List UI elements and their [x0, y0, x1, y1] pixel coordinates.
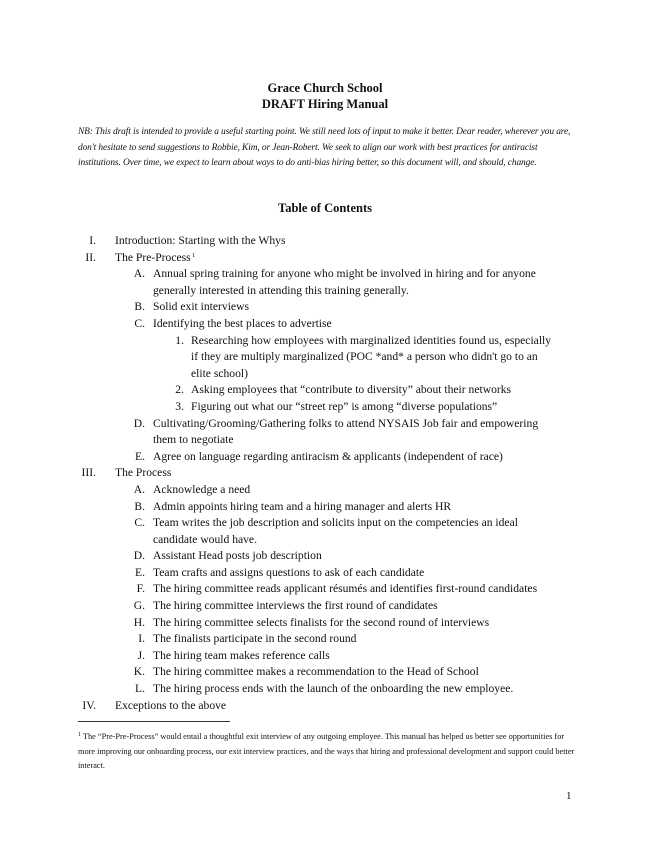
- toc-entry-text: Team writes the job description and solicits input on the competencies an ideal: [153, 516, 518, 530]
- toc-entry-text: The Pre-Process: [115, 250, 191, 264]
- toc-heading: Table of Contents: [278, 201, 372, 215]
- toc-entry-text: Solid exit interviews: [153, 300, 249, 314]
- toc-entry-text: if they are multiply marginalized (POC *and* a person who didn't go to an: [191, 350, 538, 364]
- toc-entry: [0, 532, 650, 549]
- toc-entry: [0, 316, 650, 333]
- page-number: 1: [566, 790, 572, 802]
- toc-entry: [0, 299, 650, 316]
- table-of-contents: [0, 233, 650, 714]
- toc-entry: [0, 465, 650, 482]
- toc-entry-marker: 2.: [175, 383, 184, 397]
- toc-entry-marker: G.: [133, 599, 145, 613]
- toc-entry-text: Agree on language regarding antiracism & applicants (independent of race): [153, 449, 503, 463]
- toc-entry-text: Cultivating/Grooming/Gathering folks to attend NYSAIS Job fair and empowering: [153, 416, 539, 430]
- footnote-reference[interactable]: 1: [192, 251, 196, 259]
- toc-entry-text: The hiring committee reads applicant résumés and identifies first-round candidates: [153, 582, 538, 596]
- toc-entry-text: Identifying the best places to advertise: [153, 316, 332, 330]
- toc-entry-text: Figuring out what our “street rep” is among “diverse populations”: [191, 399, 498, 413]
- footnote-text: The “Pre-Pre-Process” would entail a thoughtful exit interview of any outgoing employee. This manual has helped us better see opportunities for more improving our onboarding process, our exit interview practices, and the ways that hiring and professional development and support could better interact.: [78, 732, 575, 771]
- toc-entry-marker: 1.: [175, 333, 184, 347]
- toc-entry: [0, 548, 650, 565]
- toc-entry-marker: H.: [133, 615, 145, 629]
- toc-entry: [0, 349, 650, 366]
- toc-entry-marker: B.: [134, 499, 145, 513]
- toc-entry: [0, 250, 650, 267]
- toc-entry-marker: I.: [138, 632, 145, 646]
- toc-entry-text: The Process: [115, 466, 172, 480]
- toc-entry-text: The hiring team makes reference calls: [153, 648, 330, 662]
- toc-entry-marker: C.: [134, 516, 145, 530]
- toc-entry-marker: A.: [133, 267, 145, 281]
- toc-entry: [0, 499, 650, 516]
- toc-entry-text: Exceptions to the above: [115, 698, 227, 712]
- toc-entry: [0, 333, 650, 350]
- toc-entry: [0, 698, 650, 715]
- toc-entry-marker: L.: [135, 682, 145, 696]
- toc-entry: [0, 515, 650, 532]
- toc-entry-text: elite school): [191, 366, 248, 380]
- toc-entry: [0, 382, 650, 399]
- toc-entry-text: Annual spring training for anyone who might be involved in hiring and for anyone: [153, 267, 536, 281]
- toc-entry-marker: C.: [134, 316, 145, 330]
- toc-entry-marker: II.: [85, 250, 96, 264]
- toc-entry-text: The hiring committee makes a recommendation to the Head of School: [153, 665, 479, 679]
- document-title: DRAFT Hiring Manual: [261, 97, 389, 111]
- toc-entry-text: The finalists participate in the second round: [153, 632, 357, 646]
- toc-entry-marker: III.: [81, 466, 96, 480]
- toc-entry: [0, 598, 650, 615]
- toc-entry: [0, 366, 650, 383]
- toc-entry: [0, 681, 650, 698]
- toc-entry: [0, 432, 650, 449]
- footnote: [78, 728, 578, 774]
- toc-entry: [0, 482, 650, 499]
- toc-entry-text: The hiring committee selects finalists for the second round of interviews: [153, 615, 490, 629]
- toc-entry-text: candidate would have.: [153, 532, 257, 546]
- toc-entry: [0, 266, 650, 283]
- toc-entry: [0, 615, 650, 632]
- toc-entry: [0, 581, 650, 598]
- toc-entry: [0, 416, 650, 433]
- editor-note: NB: This draft is intended to provide a useful starting point. We still need lots of input to make it better. Dear reader, wherever you are, don't hesitate to send suggestions to Robbie, Kim, or Jean-Robert. We seek to align our work with best practices for antiracist institutions. Over time, we expect to learn about ways to do anti-bias hiring better, so this document will, and should, change.: [78, 127, 571, 168]
- footnote-separator: [78, 721, 230, 722]
- toc-entry: [0, 233, 650, 250]
- toc-entry-text: generally interested in attending this training generally.: [153, 283, 409, 297]
- toc-entry-text: Team crafts and assigns questions to ask of each candidate: [153, 565, 425, 579]
- toc-entry-text: Introduction: Starting with the Whys: [115, 234, 286, 247]
- toc-entry-marker: A.: [133, 482, 145, 496]
- footnote-number: 1: [78, 732, 81, 738]
- toc-entry: [0, 631, 650, 648]
- toc-entry: [0, 399, 650, 416]
- toc-entry-marker: J.: [137, 648, 145, 662]
- toc-entry: [0, 283, 650, 300]
- toc-entry-marker: B.: [134, 300, 145, 314]
- toc-entry-text: Acknowledge a need: [153, 482, 251, 496]
- toc-entry-text: The hiring committee interviews the first round of candidates: [153, 599, 438, 613]
- school-name: Grace Church School: [267, 81, 383, 95]
- toc-entry-marker: I.: [89, 234, 96, 247]
- toc-entry: [0, 449, 650, 466]
- toc-entry-marker: E.: [135, 449, 145, 463]
- toc-entry-marker: F.: [136, 582, 145, 596]
- toc-entry-text: Researching how employees with marginalized identities found us, especially: [191, 333, 552, 347]
- toc-entry-marker: 3.: [175, 399, 184, 413]
- toc-entry-marker: K.: [133, 665, 145, 679]
- toc-entry-marker: D.: [133, 549, 145, 563]
- toc-entry-text: Admin appoints hiring team and a hiring manager and alerts HR: [153, 499, 452, 513]
- toc-entry-marker: D.: [133, 416, 145, 430]
- toc-entry-text: them to negotiate: [153, 433, 234, 447]
- toc-entry: [0, 648, 650, 665]
- toc-entry-text: Assistant Head posts job description: [153, 549, 322, 563]
- toc-entry: [0, 565, 650, 582]
- toc-entry-text: Asking employees that “contribute to diversity” about their networks: [191, 383, 512, 397]
- toc-entry-text: The hiring process ends with the launch of the onboarding the new employee.: [153, 682, 514, 696]
- toc-entry-marker: E.: [135, 565, 145, 579]
- toc-entry-marker: IV.: [82, 698, 96, 712]
- toc-entry: [0, 664, 650, 681]
